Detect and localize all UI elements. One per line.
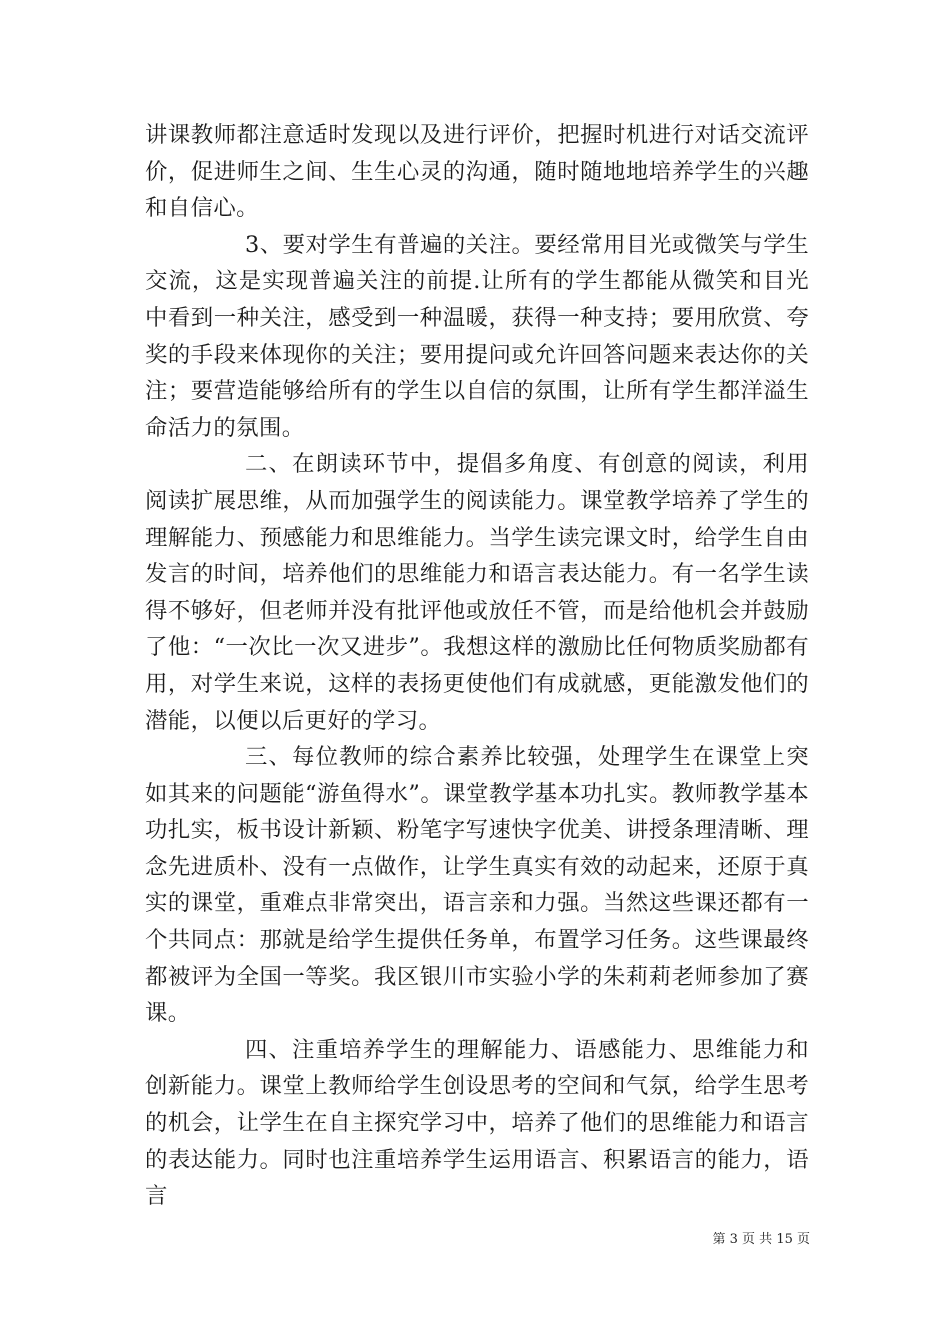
paragraph-section-4: 四、注重培养学生的理解能力、语感能力、思维能力和创新能力。课堂上教师给学生创设思考的空间和气氛，给学生思考的机会，让学生在自主探究学习中，培养了他们的思维能力和语言的表达能力。同时也注重培养学生运用语言、积累语言的能力，语言 xyxy=(145,1036,809,1210)
paragraph-continuation: 讲课教师都注意适时发现以及进行评价，把握时机进行对话交流评价，促进师生之间、生生心灵的沟通，随时随地地培养学生的兴趣和自信心。 xyxy=(145,122,809,222)
page-number-footer: 第 3 页 共 15 页 xyxy=(712,1232,810,1247)
document-body xyxy=(145,117,809,1215)
paragraph-section-2: 二、在朗读环节中，提倡多角度、有创意的阅读，利用阅读扩展思维，从而加强学生的阅读能力。课堂教学培养了学生的理解能力、预感能力和思维能力。当学生读完课文时，给学生自由发言的时间，培养他们的思维能力和语言表达能力。有一名学生读得不够好，但老师并没有批评他或放任不管，而是给他机会并鼓励了他：“一次比一次又进步”。我想这样的激励比任何物质奖励都有用，对学生来说，这样的表扬更使他们有成就感，更能激发他们的潜能，以便以后更好的学习。 xyxy=(145,451,809,734)
paragraph-point-3: 3、要对学生有普遍的关注。要经常用目光或微笑与学生交流，这是实现普遍关注的前提.让所有的学生都能从微笑和目光中看到一种关注，感受到一种温暖，获得一种支持；要用欣赏、夸奖的手段来体现你的关注；要用提问或允许回答问题来表达你的关注；要营造能够给所有的学生以自信的氛围，让所有学生都洋溢生命活力的氛围。 xyxy=(145,231,809,441)
paragraph-section-3: 三、每位教师的综合素养比较强，处理学生在课堂上突如其来的问题能“游鱼得水”。课堂教学基本功扎实。教师教学基本功扎实，板书设计新颖、粉笔字写速快字优美、讲授条理清晰、理念先进质朴、没有一点做作，让学生真实有效的动起来，还原于真实的课堂，重难点非常突出，语言亲和力强。当然这些课还都有一个共同点：那就是给学生提供任务单，布置学习任务。这些课最终都被评为全国一等奖。我区银川市实验小学的朱莉莉老师参加了赛课。 xyxy=(145,744,809,1027)
